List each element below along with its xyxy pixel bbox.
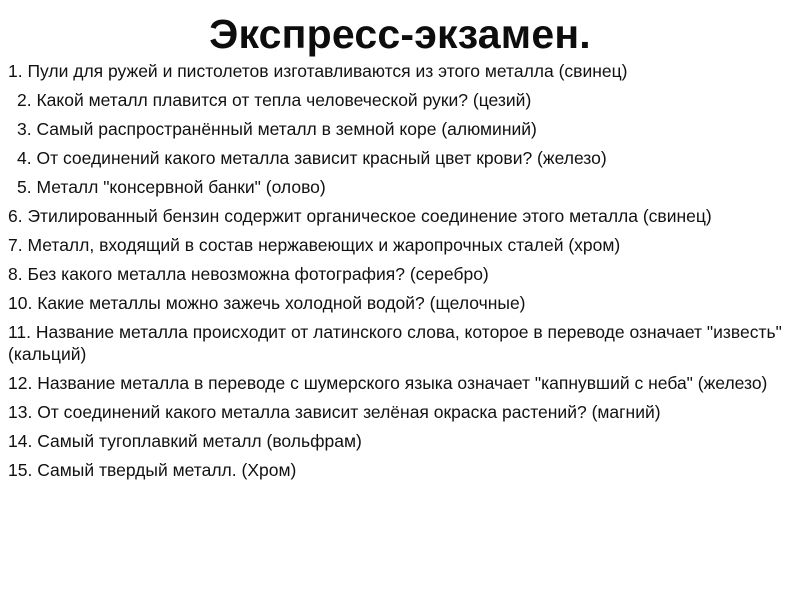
- list-item-11: 11. Название металла происходит от латинского слова, которое в переводе означает "известь" (кальций): [8, 322, 782, 364]
- list-item-14: 14. Самый тугоплавкий металл (вольфрам): [8, 431, 362, 451]
- list-item-5: 5. Металл "консервной банки" (олово): [17, 177, 326, 197]
- list-item-13: 13. От соединений какого металла зависит зелёная окраска растений? (магний): [8, 402, 661, 422]
- list-item-4: 4. От соединений какого металла зависит красный цвет крови? (железо): [17, 148, 607, 168]
- list-item-8: 8. Без какого металла невозможна фотография? (серебро): [8, 264, 489, 284]
- list-item-12: 12. Название металла в переводе с шумерского языка означает "капнувший с неба" (железо): [8, 373, 768, 393]
- question-list: [8, 60, 792, 488]
- list-item-1: 1. Пули для ружей и пистолетов изготавливаются из этого металла (свинец): [8, 61, 628, 81]
- page-title: Экспресс-экзамен.: [209, 11, 591, 57]
- list-item-3: 3. Самый распространённый металл в земной коре (алюминий): [17, 119, 537, 139]
- list-item-6: 6. Этилированный бензин содержит органическое соединение этого металла (свинец): [8, 206, 712, 226]
- list-item-2: 2. Какой металл плавится от тепла человеческой руки? (цезий): [17, 90, 532, 110]
- list-item-7: 7. Металл, входящий в состав нержавеющих и жаропрочных сталей (хром): [8, 235, 621, 255]
- list-item-15: 15. Самый твердый металл. (Хром): [8, 460, 297, 480]
- list-item-10: 10. Какие металлы можно зажечь холодной водой? (щелочные): [8, 293, 526, 313]
